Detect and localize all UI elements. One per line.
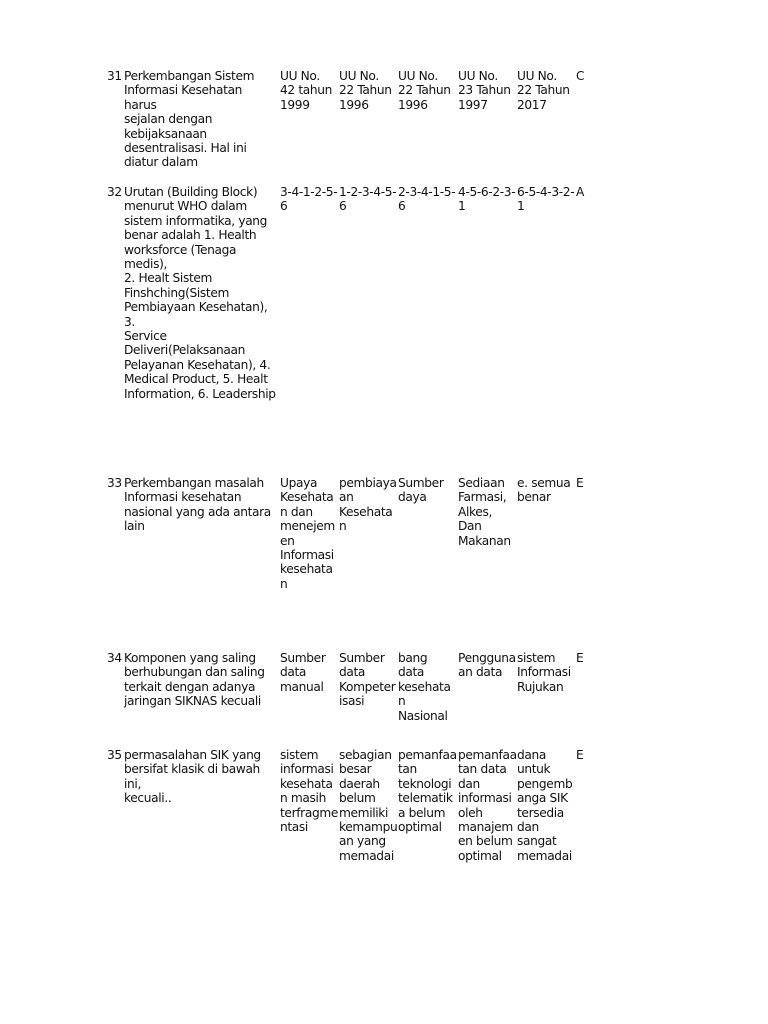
question-text: Komponen yang saling berhubungan dan saling terkait dengan adanya jaringan SIKNAS kecuali xyxy=(124,651,265,709)
option-c: pemanfaa tan teknologi telematik a belum optimal xyxy=(398,748,457,835)
option-a: UU No. 42 tahun 1999 xyxy=(280,69,333,112)
option-e: UU No. 22 Tahun 2017 xyxy=(517,69,570,112)
option-a: 3-4-1-2-5- 6 xyxy=(280,185,338,214)
option-e: e. semua benar xyxy=(517,476,571,505)
question-number: 35 xyxy=(107,748,122,762)
question-text: Urutan (Building Block) menurut WHO dalam sistem informatika, yang benar adalah 1. Health worksforce (Tenaga medis), 2. Healt Sistem Finshching(Sistem Pembiayaan Kesehatan), 3. Service Deliveri(Pelaksanaan Pelayanan Kesehatan), 4. Medical Product, 5. Healt Information, 6. Leadership xyxy=(124,185,276,401)
answer-key: E xyxy=(576,476,584,490)
question-number: 33 xyxy=(107,476,122,490)
option-d: UU No. 23 Tahun 1997 xyxy=(458,69,511,112)
option-c: UU No. 22 Tahun 1996 xyxy=(398,69,451,112)
question-number: 32 xyxy=(107,185,122,199)
question-number: 31 xyxy=(107,69,122,83)
answer-key: C xyxy=(576,69,585,83)
option-c: bang data kesehata n Nasional xyxy=(398,651,451,723)
answer-key: E xyxy=(576,748,584,762)
option-d: pemanfaa tan data dan informasi oleh manajem en belum optimal xyxy=(458,748,517,863)
option-b: Sumber data Kompeter isasi xyxy=(339,651,396,709)
option-a: Upaya Kesehata n dan menejem en Informasi kesehata n xyxy=(280,476,335,591)
option-b: sebagian besar daerah belum memiliki kemampu an yang memadai xyxy=(339,748,398,863)
option-a: sistem informasi kesehata n masih terfragme ntasi xyxy=(280,748,339,835)
option-b: pembiaya an Kesehata n xyxy=(339,476,397,534)
option-e: dana untuk pengemb anga SIK tersedia dan sangat memadai xyxy=(517,748,573,863)
question-text: Perkembangan Sistem Informasi Kesehatan harus sejalan dengan kebijaksanaan desentralisasi. Hal ini diatur dalam xyxy=(124,69,255,170)
question-number: 34 xyxy=(107,651,122,665)
option-d: 4-5-6-2-3- 1 xyxy=(458,185,516,214)
option-e: 6-5-4-3-2- 1 xyxy=(517,185,575,214)
question-text: Perkembangan masalah Informasi kesehatan nasional yang ada antara lain xyxy=(124,476,271,534)
answer-key: A xyxy=(576,185,584,199)
option-c: 2-3-4-1-5- 6 xyxy=(398,185,456,214)
option-d: Pengguna an data xyxy=(458,651,516,680)
option-b: UU No. 22 Tahun 1996 xyxy=(339,69,392,112)
option-c: Sumber daya xyxy=(398,476,444,505)
option-b: 1-2-3-4-5- 6 xyxy=(339,185,397,214)
option-a: Sumber data manual xyxy=(280,651,326,694)
option-e: sistem Informasi Rujukan xyxy=(517,651,571,694)
answer-key: E xyxy=(576,651,584,665)
question-text: permasalahan SIK yang bersifat klasik di bawah ini, kecuali.. xyxy=(124,748,261,806)
option-d: Sediaan Farmasi, Alkes, Dan Makanan xyxy=(458,476,511,548)
